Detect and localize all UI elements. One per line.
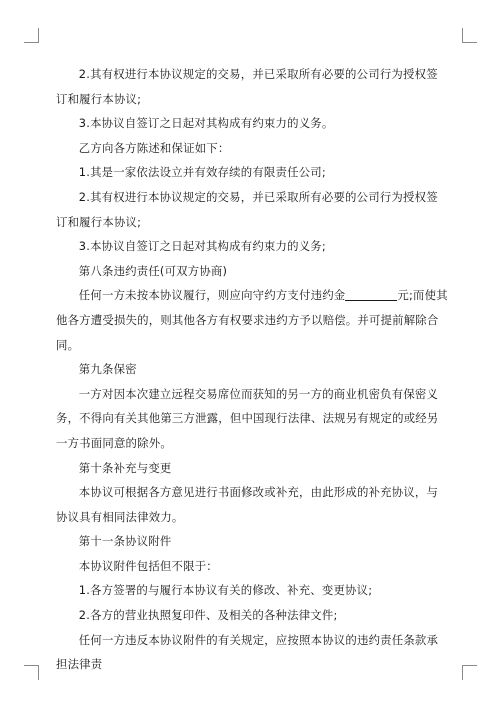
paragraph-annex-item-1: 1.各方签署的与履行本协议有关的修改、补充、变更协议; <box>78 583 373 598</box>
paragraph-breach-liability <box>56 283 448 357</box>
paragraph-annex-intro: 本协议附件包括但不限于： <box>78 558 218 573</box>
paragraph-party-b-authority: 2.其有权进行本协议规定的交易，并已采取所有必要的公司行为授权签订和履行本协议; <box>56 189 438 229</box>
paragraph-annex-breach: 任何一方违反本协议附件的有关规定，应按照本协议的违约责任条款承担法律责 <box>56 632 439 672</box>
paragraph-party-a-binding: 3.本协议自签订之日起对其构成有约束力的义务。 <box>78 116 334 131</box>
paragraph-confidentiality: 一方对因本次建立远程交易席位而获知的另一方的商业机密负有保密义务，不得向有关其他第三方泄露，但中国现行法律、法规另有规定的或经另一方书面同意的除外。 <box>56 386 439 450</box>
crop-mark-bottom-left <box>24 665 39 680</box>
heading-article-10: 第十条补充与变更 <box>78 460 172 475</box>
heading-article-9: 第九条保密 <box>78 362 137 377</box>
paragraph-party-b-intro: 乙方向各方陈述和保证如下： <box>78 140 230 155</box>
crop-mark-top-right <box>462 28 477 43</box>
crop-mark-bottom-right <box>462 665 477 680</box>
paragraph-party-b-binding: 3.本协议自签订之日起对其构成有约束力的义务; <box>78 239 326 254</box>
heading-article-11: 第十一条协议附件 <box>78 534 172 549</box>
paragraph-party-a-authority: 2.其有权进行本协议规定的交易，并已采取所有必要的公司行为授权签订和履行本协议; <box>56 67 438 106</box>
breach-text-before-blank: 任何一方未按本协议履行，则应向守约方支付违约金 <box>78 288 346 303</box>
document-body <box>56 62 448 677</box>
heading-article-8: 第八条违约责任(可双方协商) <box>78 263 228 278</box>
paragraph-party-b-company: 1.其是一家依法设立并有效存续的有限责任公司; <box>78 165 326 180</box>
paragraph-annex-item-2: 2.各方的营业执照复印件、及相关的各种法律文件; <box>78 608 338 623</box>
crop-mark-top-left <box>24 28 39 43</box>
paragraph-amendment: 本协议可根据各方意见进行书面修改或补充，由此形成的补充协议，与协议具有相同法律效力。 <box>56 485 439 524</box>
penalty-amount-blank <box>345 289 397 301</box>
breach-text-after-blank: 元;而使其他各方遭受损失的，则其他各方有权要求违约方予以赔偿。并可提前解除合同。 <box>56 288 448 352</box>
